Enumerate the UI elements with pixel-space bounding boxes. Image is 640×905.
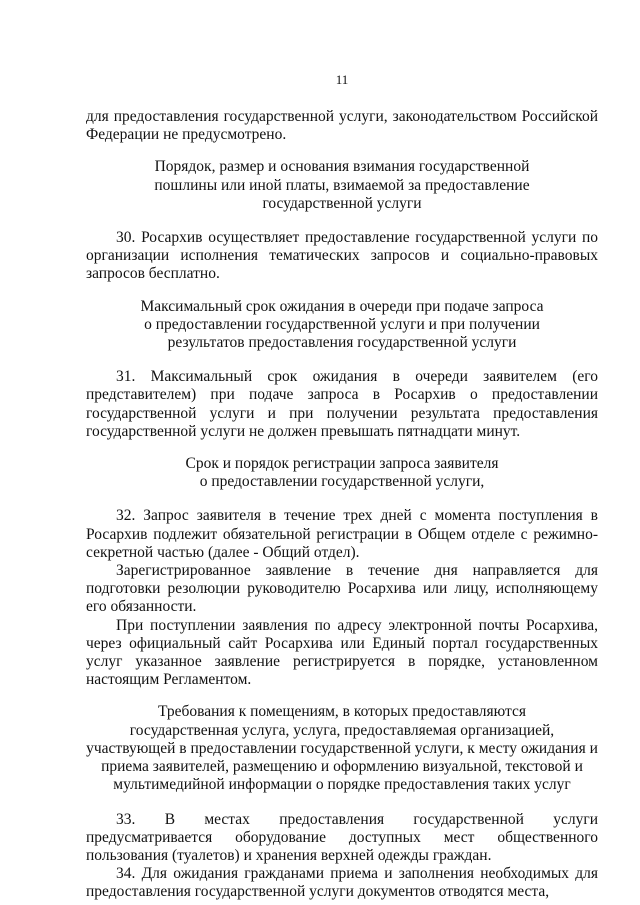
heading-fee-line: государственной услуги	[262, 194, 422, 212]
heading-wait-line: Максимальный срок ожидания в очереди при подаче запроса	[140, 297, 544, 315]
paragraph-33: 33. В местах предоставления государственной услуги предусматривается оборудование доступных мест общественного пользования (туалетов) и хранения верхней одежды граждан.	[86, 810, 598, 864]
heading-registration-line: Срок и порядок регистрации запроса заявителя	[185, 455, 499, 473]
heading-premises-line: приема заявителей, размещению и оформлению визуальной, текстовой и	[101, 758, 583, 776]
page-number: 11	[335, 72, 349, 87]
heading-fee	[86, 158, 598, 213]
paragraph-34: 34. Для ожидания гражданами приема и заполнения необходимых для предоставления государственной услуги документов отводятся места,	[86, 865, 598, 901]
paragraph-32: 32. Запрос заявителя в течение трех дней с момента поступления в Росархив подлежит обязательной регистрации в Общем отделе с режимно-секретной частью (далее - Общий отдел).	[86, 507, 598, 561]
heading-wait-line: о предоставлении государственной услуги и при получении	[144, 315, 540, 333]
heading-premises-line: Требования к помещениям, в которых предоставляются	[157, 703, 527, 721]
heading-wait	[86, 298, 598, 353]
intro-paragraph: для предоставления государственной услуги, законодательством Российской Федерации не предусмотрено.	[86, 108, 598, 144]
paragraph-32-b: Зарегистрированное заявление в течение дня направляется для подготовки резолюции руководителю Росархива или лицу, исполняющему его обязанности.	[86, 562, 598, 616]
heading-registration-line: о предоставлении государственной услуги,	[199, 473, 485, 491]
heading-fee-line: пошлины или иной платы, взимаемой за предоставление	[154, 176, 530, 194]
heading-premises-line: мультимедийной информации о порядке предоставления таких услуг	[113, 776, 571, 794]
heading-premises-line: государственная услуга, услуга, предоставляемая организацией,	[129, 721, 555, 739]
heading-wait-line: результатов предоставления государственной услуги	[167, 334, 517, 352]
heading-registration	[86, 455, 598, 491]
heading-premises-line: участвующей в предоставлении государственной услуги, к месту ожидания и	[86, 739, 598, 757]
paragraph-32-c: При поступлении заявления по адресу электронной почты Росархива, через официальный сайт Росархива или Единый портал государственных услуг указанное заявление регистрируется в порядке, установленном настоящим Регламентом.	[86, 616, 598, 689]
heading-premises	[86, 703, 598, 794]
paragraph-31: 31. Максимальный срок ожидания в очереди заявителем (его представителем) при подаче запроса в Росархив о предоставлении государственной услуги и при получении результата предоставления государственной услуги не должен превышать пятнадцати минут.	[86, 368, 598, 440]
paragraph-30: 30. Росархив осуществляет предоставление государственной услуги по организации исполнения тематических запросов и социально-правовых запросов бесплатно.	[86, 229, 598, 283]
heading-fee-line: Порядок, размер и основания взимания государственной	[154, 158, 530, 176]
